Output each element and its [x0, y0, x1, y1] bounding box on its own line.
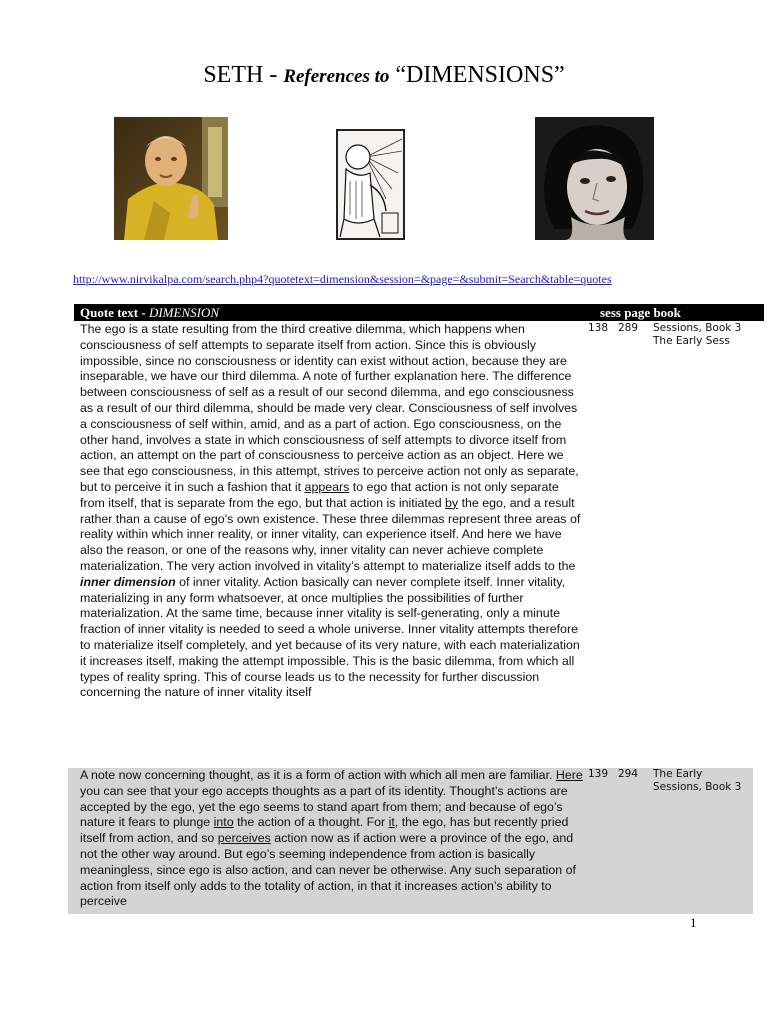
- woodcut-figure-image: [336, 129, 405, 240]
- underlined-word: by: [445, 495, 459, 510]
- quote-header-keyword: DIMENSION: [148, 305, 219, 320]
- quote-segment: the ego, and a result rather than a cause of ego’s own existence. These three dilemmas represent three areas of reality within which inner reality, or inner vitality, can experience itself. And here we have also the reason, or one of the reasons why, inner vitality can never achieve complete materialization. The very action involved in vitality’s attempt to materialize itself adds to the: [80, 495, 581, 573]
- highlighted-keyword: inner dimension: [80, 574, 176, 589]
- page-number-cell: 294: [618, 768, 639, 780]
- quote-text-header: [80, 304, 219, 321]
- portrait-old-man-image: [114, 117, 228, 240]
- table-row: [74, 322, 753, 756]
- quote-text: [80, 768, 584, 910]
- source-link[interactable]: http://www.nirvikalpa.com/search.php4?quotetext=dimension&session=&page=&submit=Search&table=quotes: [73, 272, 612, 286]
- quote-segment: to ego that action is not only separate from itself, that is separate from the ego, but that action is initiated: [80, 479, 559, 510]
- table-row: [68, 768, 753, 914]
- underlined-word: perceives: [217, 831, 271, 846]
- portrait-woman-image: [535, 117, 654, 240]
- quote-segment: of inner vitality. Action basically can never complete itself. Inner vitality, materializing in any form whatsoever, at once multiplies the possibilities of further materialization. At the same time, because inner vitality is self-generating, only a minute fraction of inner vitality is needed to seed a whole universe. Inner vitality attempts therefore to materialize itself completely, and yet because of its very nature, with each materialization it increases itself, making the attempt impossible. This is the basic dilemma, from which all types of reality spring. This of course leads us to the necessity for further discussion concerning the nature of inner vitality itself: [80, 574, 580, 700]
- page-number-cell: 289: [618, 322, 639, 334]
- underlined-word: it: [388, 815, 395, 830]
- session-number: 139: [588, 768, 609, 780]
- quote-text: [80, 322, 584, 701]
- quote-segment: A note now concerning thought, as it is a form of action with which all men are familiar.: [80, 768, 556, 782]
- page-title: [0, 60, 768, 92]
- book-title: Sessions, Book 3 The Early Sess: [653, 322, 742, 347]
- page-number: 1: [690, 915, 697, 930]
- quote-segment: you can see that your ego accepts thoughts as a part of its identity. Thought’s actions are accepted by the ego, yet the ego seems to stand apart from them; and because of ego’s nature it fears to plunge: [80, 783, 568, 830]
- underlined-word: Here: [555, 768, 583, 782]
- underlined-word: appears: [304, 479, 350, 494]
- quote-segment: action now as if action were a province of the ego, and not the other way around. But ego’s seeming independence from action is basically meaningless, since ego is also action, and can never be otherwise. Any such separation of action from itself only adds to the totality of action, in that it increases action’s ability to perceive: [80, 831, 576, 909]
- quote-segment: the action of a thought. For: [233, 815, 389, 830]
- session-number: 138: [588, 322, 609, 334]
- title-italic: References to: [283, 66, 390, 87]
- underlined-word: into: [213, 815, 234, 830]
- title-prefix: SETH -: [203, 62, 284, 88]
- quote-segment: The ego is a state resulting from the third creative dilemma, which happens when consciousness of self attempts to separate itself from action. Since this is obviously impossible, since no consciousness or identity can exist without action, because they are inseparable, we have our third dilemma. A note of further explanation here. The difference between consciousness of self as a result of our second dilemma, and ego consciousness as a result of our third dilemma, should be made very clear. Consciousness of self involves a consciousness of self within, amid, and as a part of action. Ego consciousness, on the other hand, involves a state in which consciousness of self attempts to divorce itself from action, an attempt on the part of consciousness to perceive action as an object. Here we see that ego consciousness, in this attempt, strives to perceive action not only as separate, but to perceive it in such a fashion that it: [80, 322, 579, 494]
- book-title: The Early Sessions, Book 3: [653, 768, 742, 793]
- title-suffix: “DIMENSIONS”: [389, 62, 565, 88]
- table-header: [74, 304, 764, 321]
- quote-segment: , the ego, has but recently pried itself from action, and so: [80, 815, 569, 846]
- quote-header-label: Quote text -: [80, 305, 149, 320]
- sess-page-book-header: sess page book: [600, 305, 681, 320]
